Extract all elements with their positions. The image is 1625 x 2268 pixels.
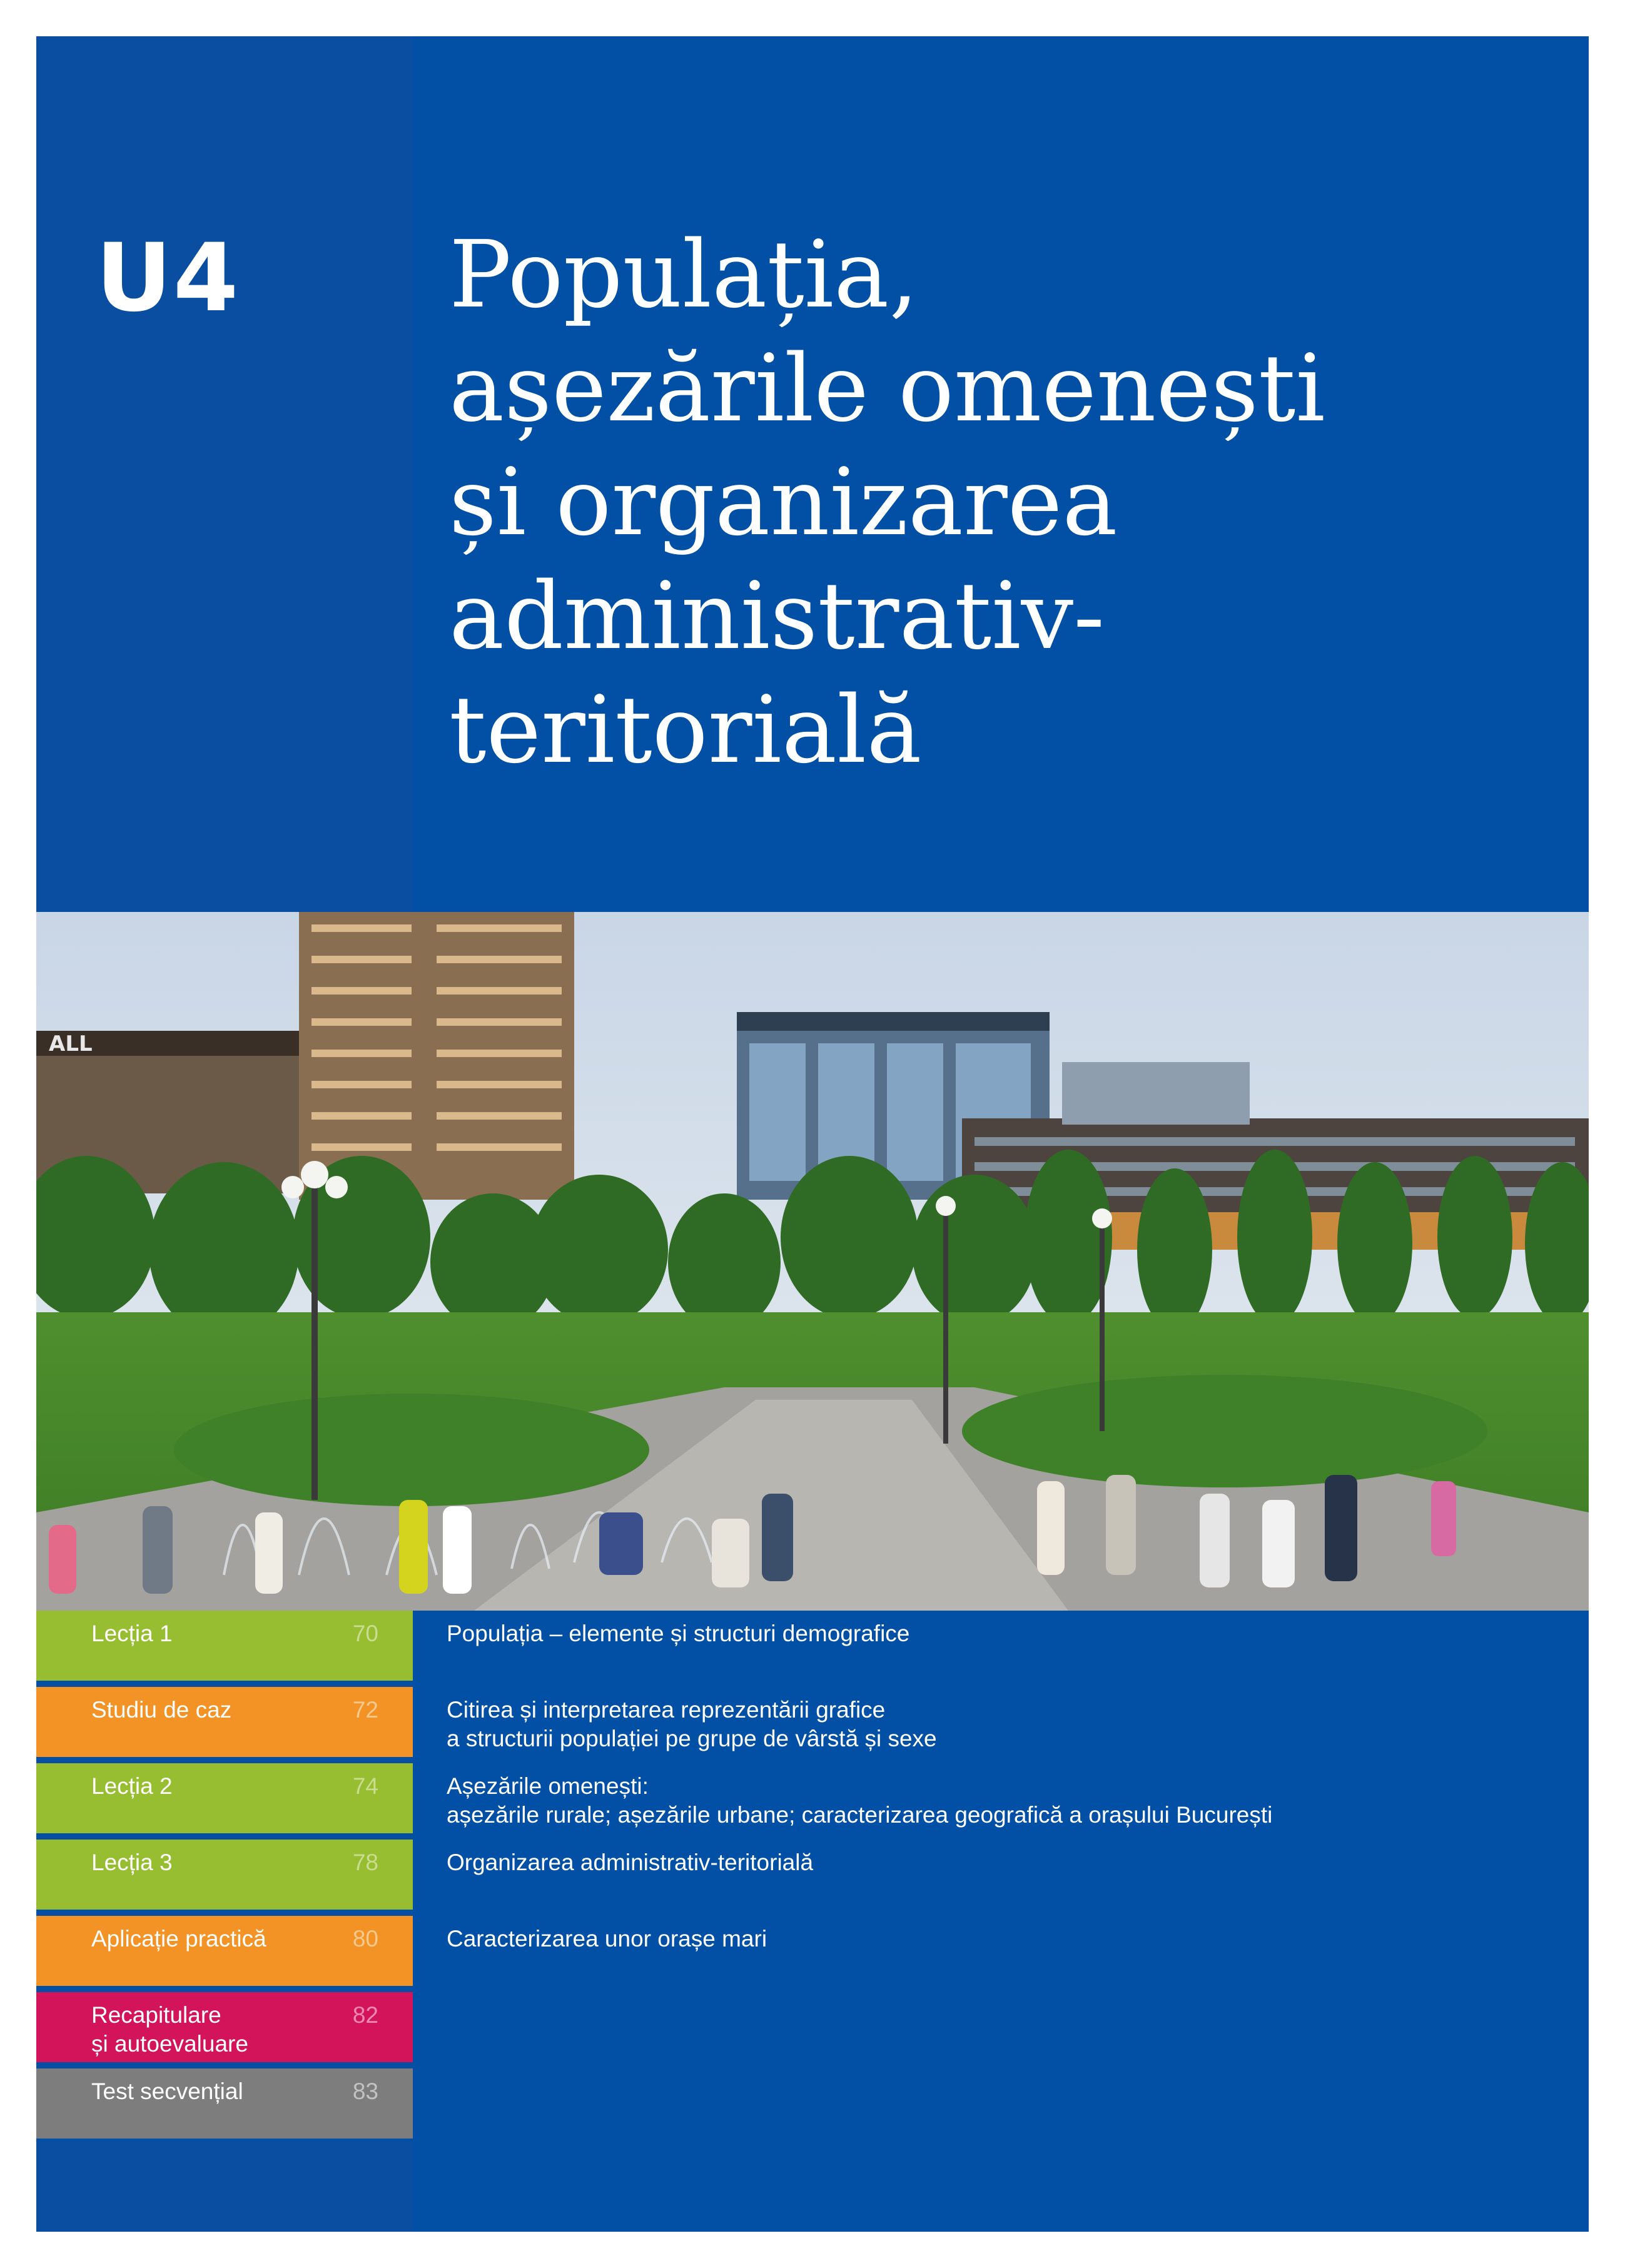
unit-title-line: teritorială [449, 676, 922, 784]
toc-label: Lecția 1 [91, 1621, 173, 1646]
toc-label: Recapitulare și autoevaluare [91, 2002, 248, 2057]
toc-description: Populația – elemente și structuri demografice [447, 1621, 910, 1646]
toc-tab-lectia-2[interactable] [36, 1763, 413, 1836]
toc-label: Lecția 2 [91, 1773, 173, 1799]
toc-tab-lectia-3[interactable] [36, 1840, 413, 1913]
toc-description: Organizarea administrativ-teritorială [447, 1850, 814, 1875]
unit-title [449, 218, 1562, 787]
toc-page-number: 83 [352, 2078, 378, 2104]
svg-text:ALL: ALL [49, 1031, 93, 1056]
toc-row[interactable] [36, 1687, 1589, 1760]
toc-row[interactable] [36, 1611, 1589, 1684]
toc-description: Citirea și interpretarea reprezentării grafice a structurii populației pe grupe de vârstă și sexe [447, 1697, 937, 1751]
toc-tab-lectia-1[interactable] [36, 1611, 413, 1684]
title-side-band [36, 36, 413, 912]
park-photo-illustration [36, 912, 1589, 1611]
toc-description: Caracterizarea unor orașe mari [447, 1926, 767, 1952]
toc-label: Aplicație practică [91, 1926, 266, 1952]
unit-title-line: așezările omenești [449, 335, 1325, 442]
toc-label: Lecția 3 [91, 1850, 173, 1875]
toc-page-number: 78 [352, 1850, 378, 1875]
toc-row[interactable] [36, 1916, 1589, 1989]
toc-row[interactable] [36, 2068, 1589, 2142]
toc-label: Studiu de caz [91, 1697, 232, 1723]
toc-tab-recapitulare[interactable] [36, 1992, 413, 2065]
toc-page-number: 80 [352, 1926, 378, 1952]
chapter-cover-page [36, 36, 1589, 2232]
toc-tab-studiu-de-caz[interactable] [36, 1687, 413, 1760]
toc-row[interactable] [36, 1992, 1589, 2065]
toc-tab-aplicatie-practica[interactable] [36, 1916, 413, 1989]
unit-title-line: și organizarea [449, 448, 1118, 556]
toc-tab-test-secvential[interactable] [36, 2068, 413, 2142]
toc-page-number: 70 [352, 1621, 378, 1646]
cover-photo [36, 912, 1589, 1611]
unit-title-line: Populația, [449, 221, 919, 328]
toc-page-number: 82 [352, 2002, 378, 2028]
toc-description: Așezările omenești: așezările rurale; așezările urbane; caracterizarea geografică a orașului București [447, 1773, 1273, 1828]
toc-page-number: 74 [352, 1773, 378, 1799]
unit-title-line: administrativ- [449, 562, 1105, 670]
toc-label: Test secvențial [91, 2078, 243, 2104]
toc-row[interactable] [36, 1763, 1589, 1836]
toc-page-number: 72 [352, 1697, 378, 1723]
toc-row[interactable] [36, 1840, 1589, 1913]
unit-code: U4 [96, 224, 240, 333]
